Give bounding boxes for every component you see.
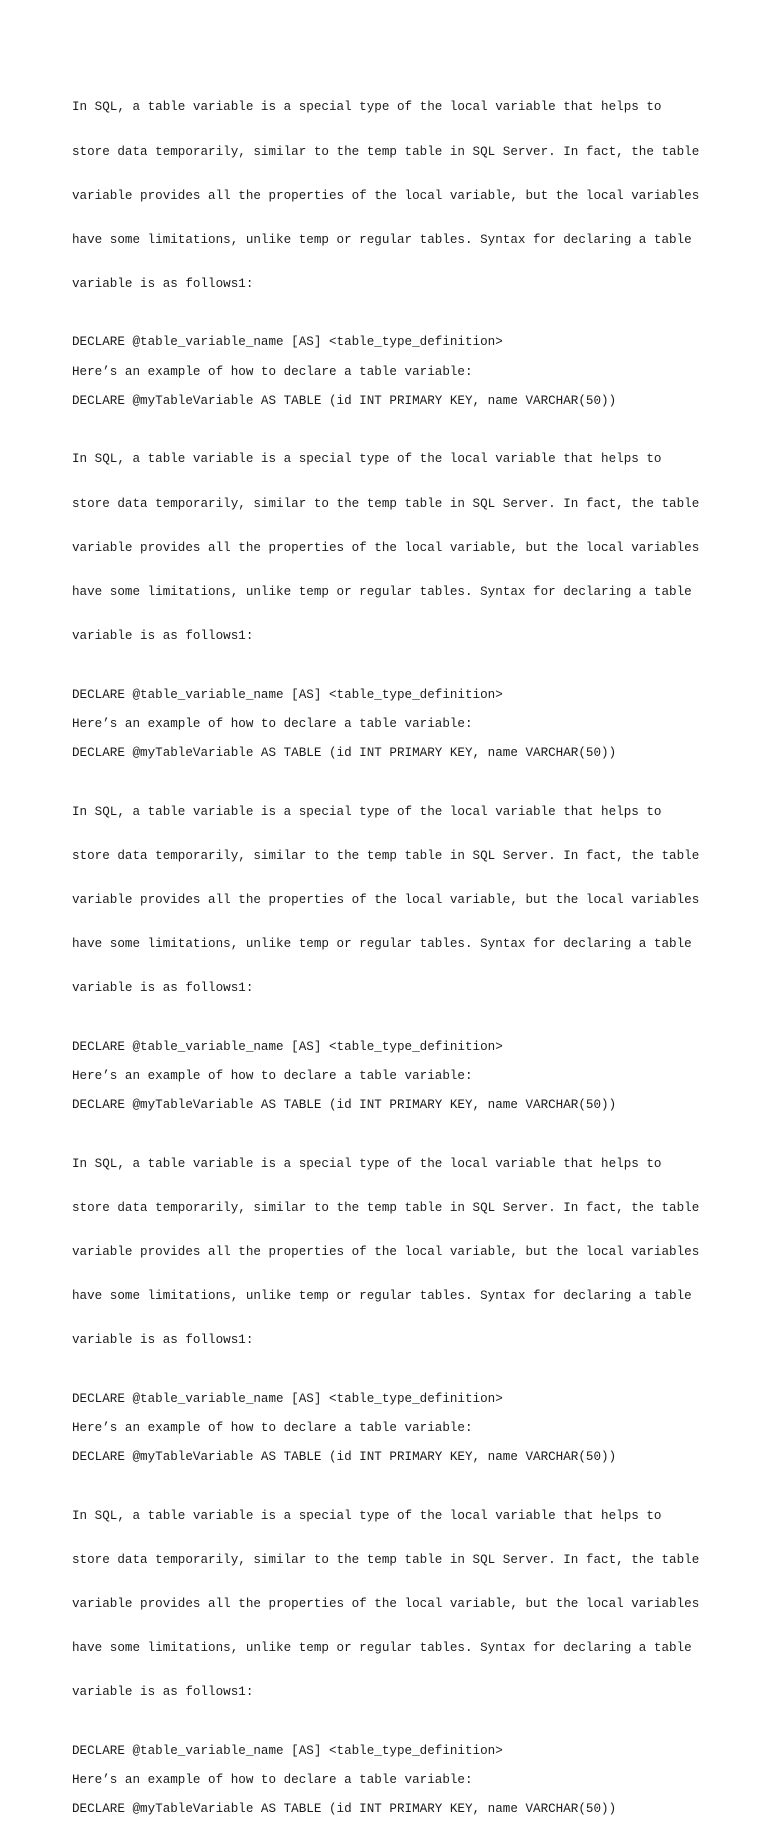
text-line: In SQL, a table variable is a special type of the local variable that helps to <box>72 100 662 115</box>
text-line: have some limitations, unlike temp or regular tables. Syntax for declaring a table <box>72 1640 692 1655</box>
example-code: DECLARE @myTableVariable AS TABLE (id INT PRIMARY KEY, name VARCHAR(50)) <box>72 745 617 760</box>
example-code: DECLARE @myTableVariable AS TABLE (id INT PRIMARY KEY, name VARCHAR(50)) <box>72 1802 617 1817</box>
text-line: store data temporarily, similar to the temp table in SQL Server. In fact, the table <box>72 1200 700 1215</box>
section-1 <box>72 71 712 409</box>
text-line: In SQL, a table variable is a special type of the local variable that helps to <box>72 1508 662 1523</box>
intro-paragraph <box>72 775 712 1025</box>
example-code: DECLARE @myTableVariable AS TABLE (id INT PRIMARY KEY, name VARCHAR(50)) <box>72 1097 617 1112</box>
text-line: variable provides all the properties of the local variable, but the local variables <box>72 188 700 203</box>
example-intro: Here’s an example of how to declare a table variable: <box>72 1420 473 1435</box>
text-line: variable provides all the properties of the local variable, but the local variables <box>72 1596 700 1611</box>
syntax-line: DECLARE @table_variable_name [AS] <table_type_definition> <box>72 1391 503 1406</box>
text-line: store data temporarily, similar to the temp table in SQL Server. In fact, the table <box>72 496 700 511</box>
text-line: In SQL, a table variable is a special type of the local variable that helps to <box>72 1156 662 1171</box>
section-3 <box>72 775 712 1113</box>
example-intro: Here’s an example of how to declare a table variable: <box>72 1772 473 1787</box>
text-line: In SQL, a table variable is a special type of the local variable that helps to <box>72 804 662 819</box>
text-line: have some limitations, unlike temp or regular tables. Syntax for declaring a table <box>72 232 692 247</box>
text-line: variable is as follows1: <box>72 980 254 995</box>
intro-paragraph <box>72 1127 712 1377</box>
syntax-line: DECLARE @table_variable_name [AS] <table_type_definition> <box>72 1743 503 1758</box>
text-line: variable provides all the properties of the local variable, but the local variables <box>72 1244 700 1259</box>
example-intro: Here’s an example of how to declare a table variable: <box>72 716 473 731</box>
intro-paragraph <box>72 1479 712 1729</box>
text-line: variable is as follows1: <box>72 1333 254 1348</box>
text-line: variable provides all the properties of the local variable, but the local variables <box>72 540 700 555</box>
section-5 <box>72 1479 712 1817</box>
text-line: variable provides all the properties of the local variable, but the local variables <box>72 892 700 907</box>
text-line: have some limitations, unlike temp or regular tables. Syntax for declaring a table <box>72 1288 692 1303</box>
text-line: In SQL, a table variable is a special type of the local variable that helps to <box>72 452 662 467</box>
text-line: variable is as follows1: <box>72 276 254 291</box>
text-line: store data temporarily, similar to the temp table in SQL Server. In fact, the table <box>72 144 700 159</box>
section-4 <box>72 1127 712 1465</box>
intro-paragraph <box>72 71 712 321</box>
example-code: DECLARE @myTableVariable AS TABLE (id INT PRIMARY KEY, name VARCHAR(50)) <box>72 393 617 408</box>
syntax-line: DECLARE @table_variable_name [AS] <table_type_definition> <box>72 335 503 350</box>
example-intro: Here’s an example of how to declare a table variable: <box>72 1068 473 1083</box>
text-line: store data temporarily, similar to the temp table in SQL Server. In fact, the table <box>72 848 700 863</box>
document-page <box>72 71 712 1831</box>
intro-paragraph <box>72 423 712 673</box>
example-intro: Here’s an example of how to declare a table variable: <box>72 364 473 379</box>
text-line: store data temporarily, similar to the temp table in SQL Server. In fact, the table <box>72 1552 700 1567</box>
syntax-line: DECLARE @table_variable_name [AS] <table_type_definition> <box>72 687 503 702</box>
text-line: variable is as follows1: <box>72 628 254 643</box>
syntax-line: DECLARE @table_variable_name [AS] <table_type_definition> <box>72 1039 503 1054</box>
section-2 <box>72 423 712 761</box>
text-line: variable is as follows1: <box>72 1685 254 1700</box>
text-line: have some limitations, unlike temp or regular tables. Syntax for declaring a table <box>72 936 692 951</box>
text-line: have some limitations, unlike temp or regular tables. Syntax for declaring a table <box>72 584 692 599</box>
example-code: DECLARE @myTableVariable AS TABLE (id INT PRIMARY KEY, name VARCHAR(50)) <box>72 1450 617 1465</box>
